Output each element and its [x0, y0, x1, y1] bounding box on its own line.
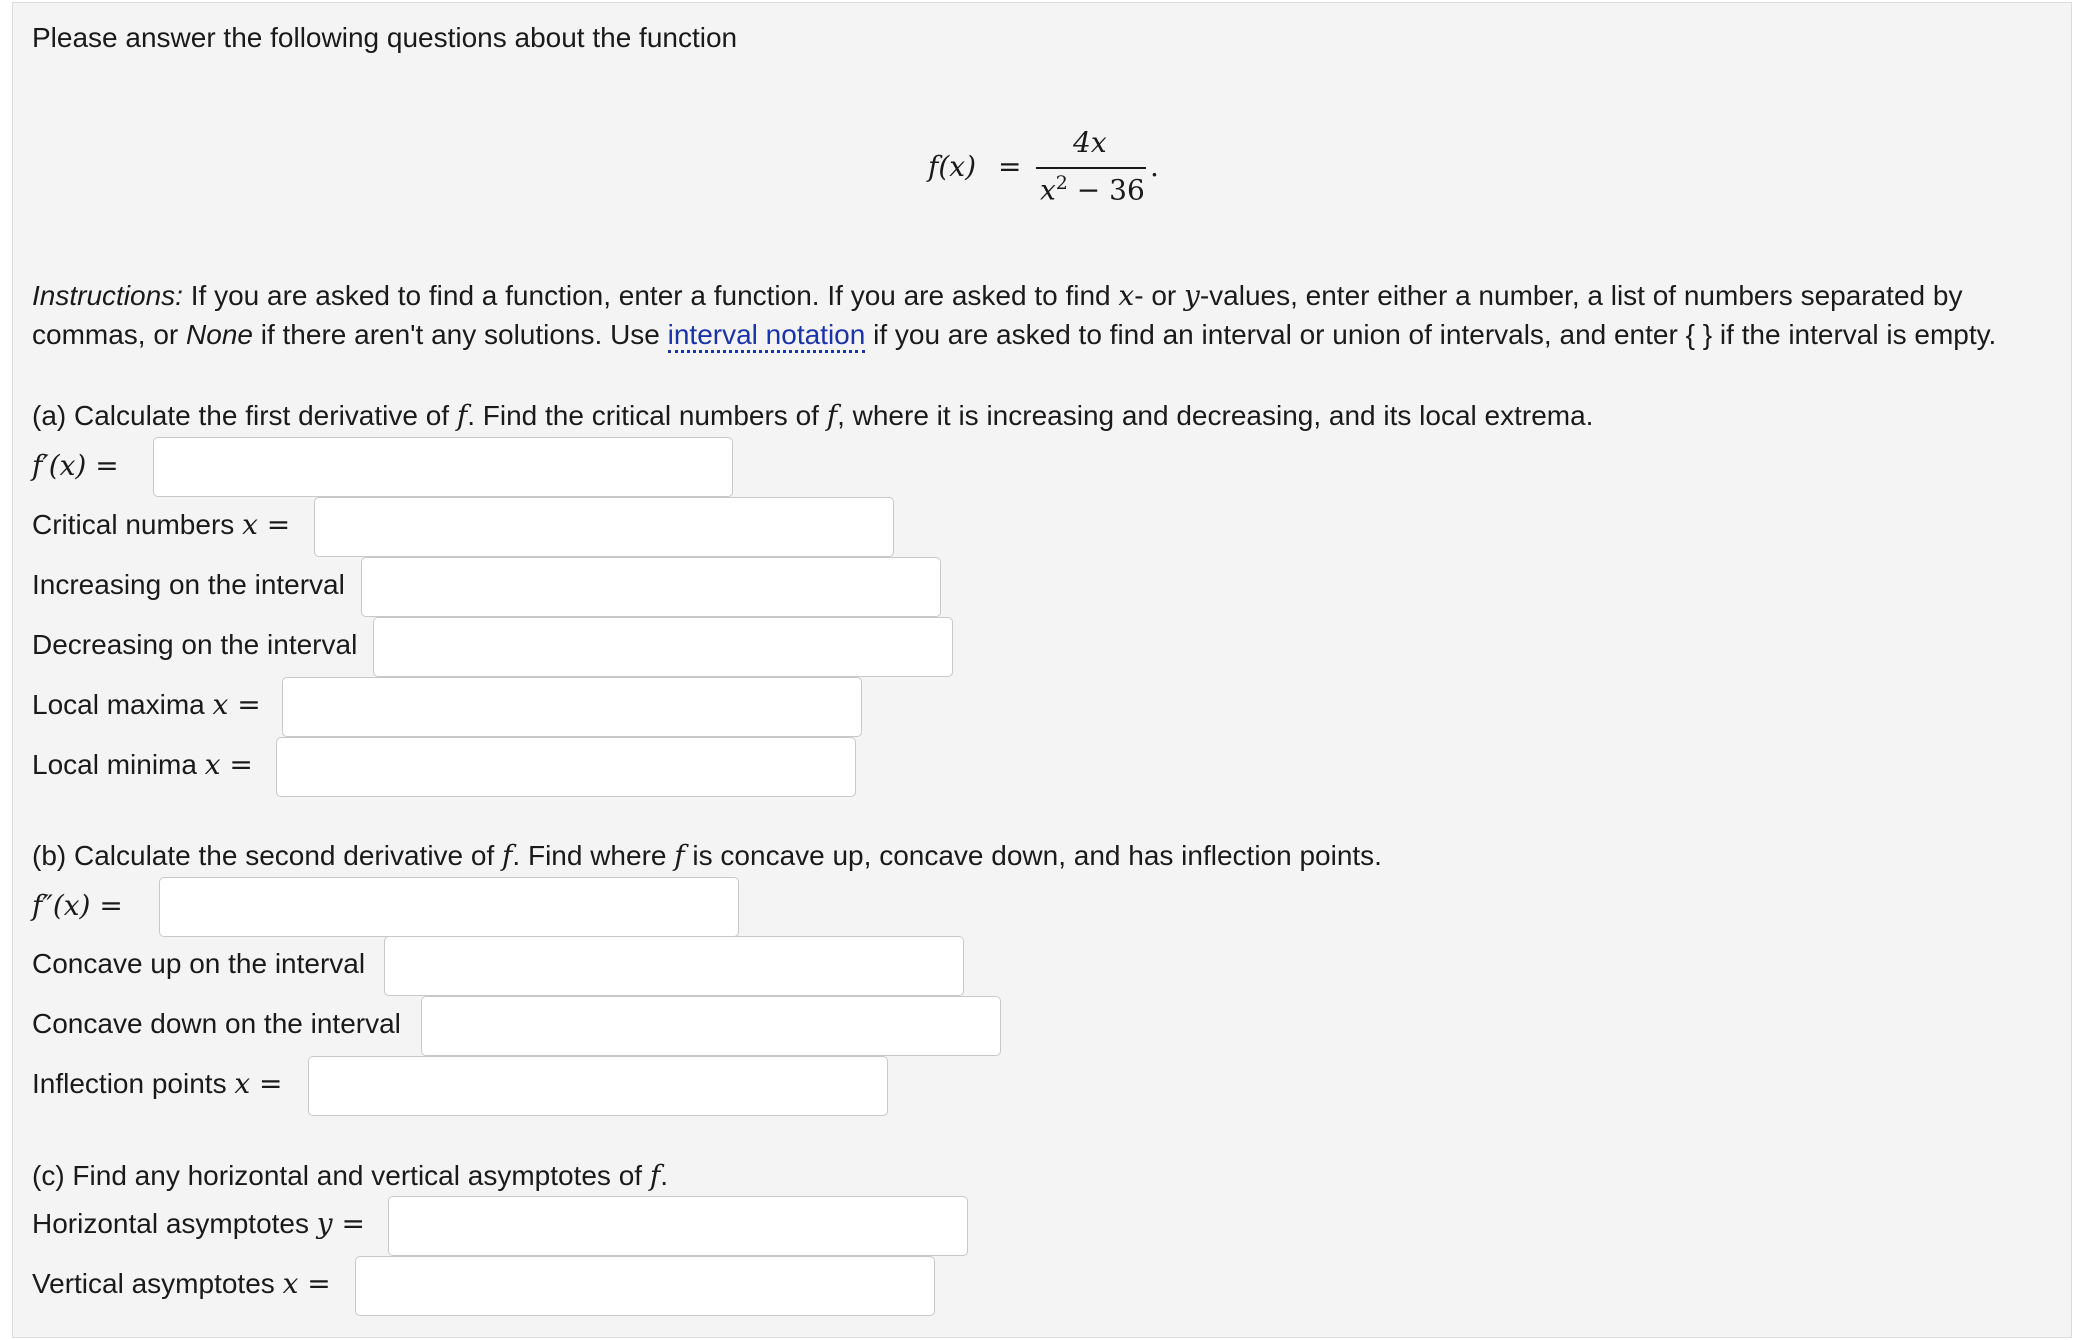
- decreasing-interval-input[interactable]: [373, 617, 953, 677]
- local-maxima-label: Local maxima x =: [32, 688, 261, 721]
- increasing-interval-input[interactable]: [361, 557, 941, 617]
- local-minima-label: Local minima x =: [32, 748, 253, 781]
- first-derivative-label: f′(x) =: [32, 449, 119, 482]
- function-numerator: 4x: [1073, 126, 1107, 159]
- part-a-heading: (a) Calculate the first derivative of f. Find the critical numbers of f, where it is increasing and decreasing, and its local extrema.: [32, 399, 1594, 432]
- critical-numbers-label: Critical numbers x =: [32, 508, 291, 541]
- concave-up-label: Concave up on the interval: [32, 948, 366, 979]
- function-denominator: $x^2 - 36$: [1040, 172, 1145, 207]
- first-derivative-input[interactable]: [153, 437, 733, 497]
- instructions-line-1: Instructions: If you are asked to find a function, enter a function. If you are asked to find x- or y-values, enter either a number, a list of numbers separated by: [32, 279, 1963, 312]
- function-period: .: [1150, 150, 1159, 183]
- part-c-heading: (c) Find any horizontal and vertical asymptotes of f.: [32, 1159, 668, 1192]
- horizontal-asymptotes-input[interactable]: [388, 1196, 968, 1256]
- increasing-interval-label: Increasing on the interval: [32, 569, 345, 600]
- function-lhs: f(x): [928, 150, 977, 183]
- fraction-bar: [1036, 167, 1146, 169]
- part-b-heading: (b) Calculate the second derivative of f. Find where f is concave up, concave down, and has inflection points.: [32, 839, 1382, 872]
- vertical-asymptotes-input[interactable]: [355, 1256, 935, 1316]
- concave-down-label: Concave down on the interval: [32, 1008, 401, 1039]
- concave-up-input[interactable]: [384, 936, 964, 996]
- inflection-points-label: Inflection points x =: [32, 1067, 283, 1100]
- local-maxima-input[interactable]: [282, 677, 862, 737]
- interval-notation-link[interactable]: interval notation: [668, 319, 866, 353]
- concave-down-input[interactable]: [421, 996, 1001, 1056]
- second-derivative-input[interactable]: [159, 877, 739, 937]
- vertical-asymptotes-label: Vertical asymptotes x =: [32, 1267, 331, 1300]
- local-minima-input[interactable]: [276, 737, 856, 797]
- instructions-line-2: commas, or None if there aren't any solutions. Use interval notation if you are asked to find an interval or union of intervals, and enter { } if the interval is empty.: [32, 318, 1996, 352]
- intro-text: Please answer the following questions about the function: [32, 22, 738, 53]
- second-derivative-label: f″(x) =: [32, 889, 123, 922]
- critical-numbers-input[interactable]: [314, 497, 894, 557]
- function-equals: =: [998, 150, 1022, 183]
- decreasing-interval-label: Decreasing on the interval: [32, 629, 358, 660]
- horizontal-asymptotes-label: Horizontal asymptotes y =: [32, 1207, 365, 1240]
- inflection-points-input[interactable]: [308, 1056, 888, 1116]
